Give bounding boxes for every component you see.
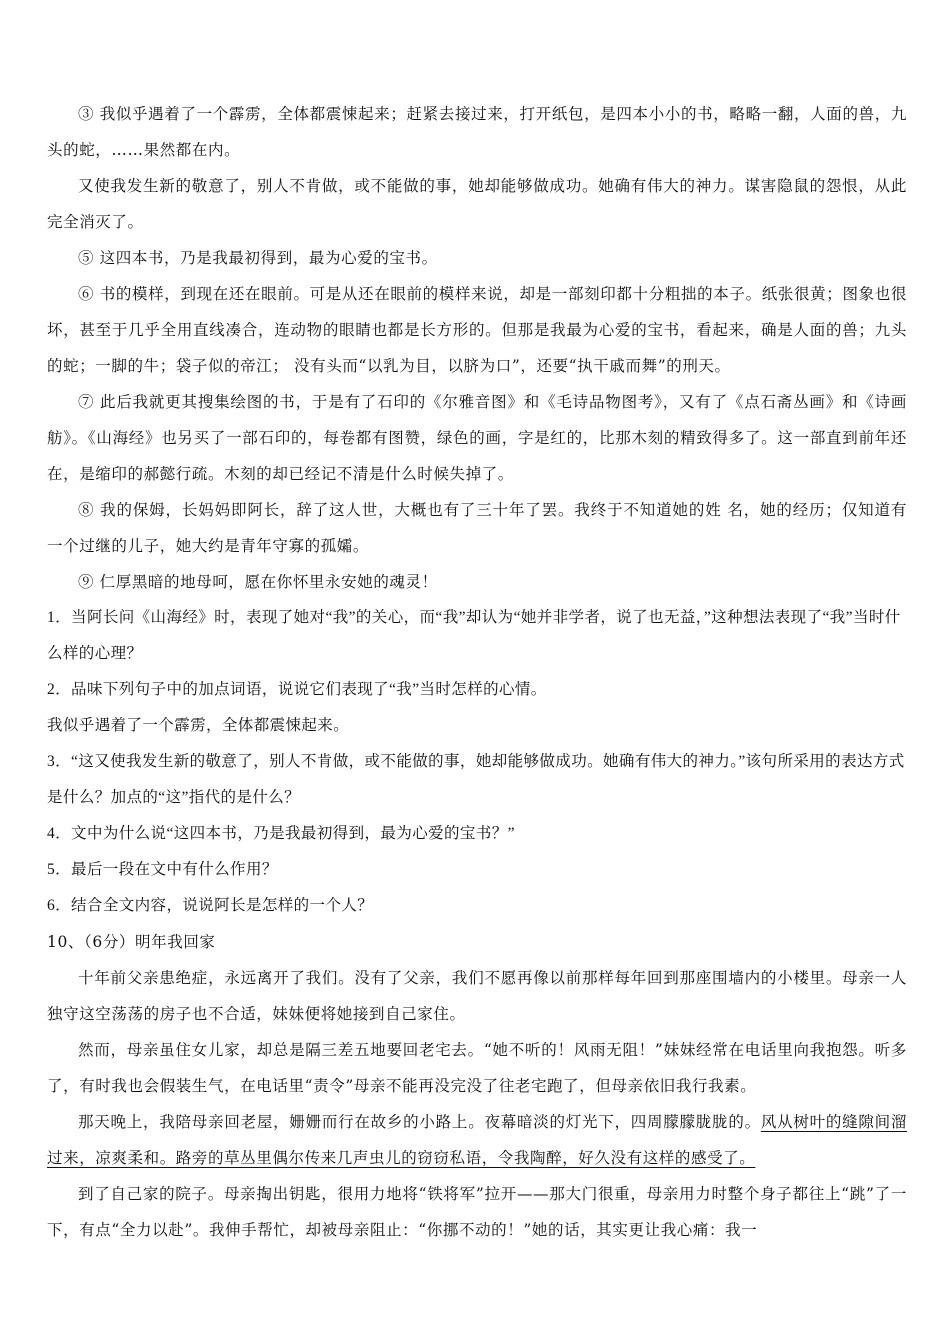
section-10-heading: 10、（6分）明年我回家 xyxy=(47,933,216,951)
passage-paragraph-9: ⑨ 仁厚黑暗的地母呵，愿在你怀里永安她的魂灵！ xyxy=(78,573,438,591)
section-10-paragraph-3 xyxy=(47,1104,907,1176)
passage-paragraph-3: ③ 我似乎遇着了一个霹雳，全体都震悚起来；赶紧去接过来，打开纸包，是四本小小的书，略略一翻，人面的兽，九头的蛇，……果然都在内。 xyxy=(47,105,907,159)
passage-paragraph-5: ⑤ 这四本书，乃是我最初得到，最为心爱的宝书。 xyxy=(78,249,438,267)
question-1: 1．当阿长问《山海经》时，表现了她对“我”的关心，而“我”却认为“她并非学者，说了也无益，”这种想法表现了“我”当时什么样的心理？ xyxy=(47,609,901,662)
document-page xyxy=(47,96,907,1248)
underlined-sentence: 风从树叶的缝隙间溜过来，凉爽柔和。路旁的草丛里偶尔传来几声虫儿的窃窃私语，令我陶醉，好久没有这样的感受了。 xyxy=(47,1113,908,1167)
question-4: 4．文中为什么说“这四本书，乃是我最初得到，最为心爱的宝书？” xyxy=(47,825,515,842)
section-10-paragraph-2: 然而，母亲虽住女儿家，却总是隔三差五地要回老宅去。“她不听的！风雨无阻！”妹妹经常在电话里向我抱怨。听多了，有时我也会假装生气，在电话里“责令”母亲不能再没完没了往老宅跑了，但母亲依旧我行我素。 xyxy=(47,1041,907,1095)
question-5: 5．最后一段在文中有什么作用？ xyxy=(47,861,278,878)
passage-paragraph-6: ⑥ 书的模样，到现在还在眼前。可是从还在眼前的模样来说，却是一部刻印都十分粗拙的本子。纸张很黄；图象也很坏，甚至于几乎全用直线凑合，连动物的眼睛也都是长方形的。但那是我最为心爱的宝书，看起来，确是人面的兽；九头的蛇；一脚的牛；袋子似的帝江； 没有头而“以乳为目，以脐为口”，还要“执干戚而舞”的刑天。 xyxy=(47,285,907,375)
question-3: 3．“这又使我发生新的敬意了，别人不肯做，或不能做的事，她却能够做成功。她确有伟大的神力。”该句所采用的表达方式是什么？加点的“这”指代的是什么？ xyxy=(47,753,905,806)
question-6: 6．结合全文内容，说说阿长是怎样的一个人？ xyxy=(47,897,374,914)
passage-paragraph-7: ⑦ 此后我就更其搜集绘图的书，于是有了石印的《尔雅音图》和《毛诗品物图考》，又有了《点石斋丛画》和《诗画舫》。《山海经》也另买了一部石印的，每卷都有图赞，绿色的画，字是红的，比那木刻的精致得多了。这一部直到前年还在，是缩印的郝懿行疏。木刻的却已经记不清是什么时候失掉了。 xyxy=(47,393,907,483)
passage-paragraph-8: ⑧ 我的保姆，长妈妈即阿长，辞了这人世，大概也有了三十年了罢。我终于不知道她的姓 名，她的经历；仅知道有一个过继的儿子，她大约是青年守寡的孤孀。 xyxy=(47,501,907,555)
section-10-paragraph-1: 十年前父亲患绝症，永远离开了我们。没有了父亲，我们不愿再像以前那样每年回到那座围墙内的小楼里。母亲一人独守这空荡荡的房子也不合适，妹妹便将她接到自己家住。 xyxy=(47,969,907,1023)
section-10-paragraph-4: 到了自己家的院子。母亲掏出钥匙，很用力地将“铁将军”拉开——那大门很重，母亲用力时整个身子都往上“跳”了一下，有点“全力以赴”。我伸手帮忙，却被母亲阻止：“你挪不动的！”她的话，其实更让我心痛：我一 xyxy=(47,1185,907,1239)
question-2: 2．品味下列句子中的加点词语，说说它们表现了“我”当时怎样的心情。 xyxy=(47,681,547,698)
passage-paragraph-4: 又使我发生新的敬意了，别人不肯做，或不能做的事，她却能够做成功。她确有伟大的神力。谋害隐鼠的怨恨，从此完全消灭了。 xyxy=(47,177,907,231)
section-10-paragraph-3-plain: 那天晚上，我陪母亲回老屋，姗姗而行在故乡的小路上。夜幕暗淡的灯光下，四周朦朦胧胧的。 xyxy=(78,1113,761,1131)
question-2-sentence: 我似乎遇着了一个霹雳，全体都震悚起来。 xyxy=(47,717,350,734)
